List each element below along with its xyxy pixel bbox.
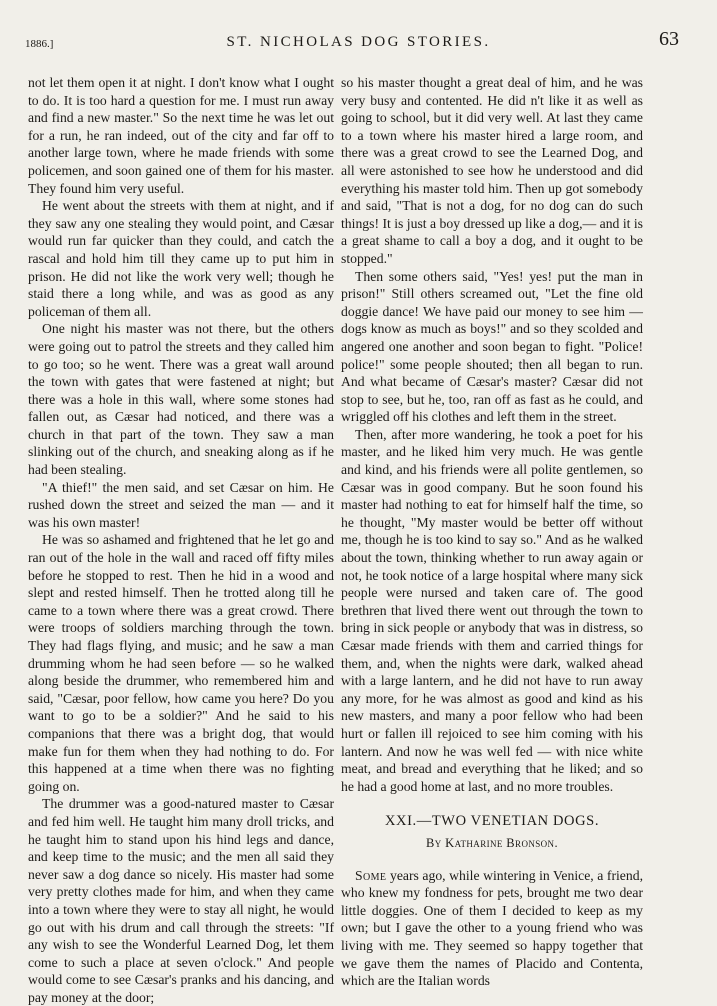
header-year: 1886.] — [25, 38, 54, 50]
paragraph: "A thief!" the men said, and set Cæsar on him. He rushed down the street and seized the man — and it was his own master! — [28, 479, 334, 530]
paragraph: so his master thought a great deal of him, and he was very busy and contented. He did n't like it as well as going to school, but it did very well. At last they came to a town where his master hired a large room, and there was a great crowd to see the Learned Dog, and all were astonished to see how he understood and did everything his master told him. Then up got somebody and said, "That is not a dog, for no dog can do such things! It is just a boy dressed up like a dog,— and it is a great shame to call a boy a dog, and it ought to be stopped." — [341, 75, 643, 266]
paragraph: He went about the streets with them at night, and if they saw any one stealing they would point, and Cæsar would run far quicker than they could, and catch the rascal and hold him till they came up to put him in prison. He did not like the work very well; though he staid there a long while, and was as good as any policeman of them all. — [28, 198, 334, 319]
right-column — [341, 74, 643, 990]
paragraph: The drummer was a good-natured master to Cæsar and fed him well. He taught him many droll tricks, and he taught him to stand upon his hind legs and dance, and keep time to the music; and the men all said they never saw a dog dance so nicely. His master had some very pretty clothes made for him, and when they came into a town where they were to stay all night, he would go out with his drum and call through the streets: "If any wish to see the Wonderful Learned Dog, let them come to such a place at seven o'clock." And people would come to see Cæsar's pranks and his dancing, and pay money at the door; — [28, 796, 334, 1005]
paragraph: He was so ashamed and frightened that he let go and ran out of the hole in the wall and raced off fifty miles before he stopped to rest. Then he hid in a wood and slept and rested himself. Then he trotted along till he came to a town where there was a great crowd. There were troops of soldiers marching through the town. They had flags flying, and music; and he saw a man drumming whom he had seen before — so he walked along beside the drummer, who remembered him and said, "Cæsar, poor fellow, how came you here? Do you want to go to be a soldier?" And he said to his companions that there was a bright dog, that would make fun for them when they had nothing to do. For this happened at a time when there was no fighting going on. — [28, 532, 334, 794]
paragraph: Then, after more wandering, he took a poet for his master, and he liked him very much. He was gentle and kind, and his friends were all polite gentlemen, so Cæsar was in good company. But he soon found his master had nothing to eat for himself half the time, so he thought, "My master would be better off without me, though he is too kind to say so." And as he walked about the town, thinking whether to run away again or not, he took notice of a large hospital where many sick people were nursed and taken care of. The good brethren that lived there went out through the town to bring in sick people or anybody that was in distress, so Cæsar made friends with them and carried things for them, and, when the nights were dark, walked ahead with a large lantern, and he did not have to run away any more, for he was almost as good and kind as his new masters, and many a poor fellow who had been hurt or fallen ill rejoiced to see him coming with his lantern. And now he was well fed — with nice white meat, and bread and everything that he liked; and so he had a good home at last, and no more troubles. — [341, 426, 643, 794]
running-header — [0, 28, 717, 58]
left-column — [28, 74, 334, 1006]
paragraph: not let them open it at night. I don't know what I ought to do. It is too hard a question for me. I must run away and find a new master." So the next time he was let out for a run, he ran indeed, out of the city and far off to another large town, where he made friends with some policemen, and soon gained one of them for his master. They found him very useful. — [28, 75, 334, 196]
lead-text: years ago, while wintering in Venice, a friend, who knew my fondness for pets, brought me two dear little doggies. One of them I decided to keep as my own; but I gave the other to a young friend who was living with me. They seemed so happy together that we gave them the names of Placido and Contenta, which are the Italian words — [341, 867, 643, 989]
paragraph: One night his master was not there, but the others were going out to patrol the streets and they called him to go too; so he went. There was a great wall around the town with gates that were fastened at night; but there was a hole in this wall, where some stones had fallen out, as Cæsar had noticed, and there was a church in that part of the town. They saw a man slinking out of the church, and sneaking along as if he had been stealing. — [28, 321, 334, 478]
header-title: ST. NICHOLAS DOG STORIES. — [226, 34, 491, 50]
lead-word: Some — [355, 867, 387, 883]
section-title: XXI.—TWO VENETIAN DOGS. — [384, 813, 600, 830]
section-opening-paragraph — [341, 867, 643, 990]
paragraph: Then some others said, "Yes! yes! put the man in prison!" Still others screamed out, "Let the fine old doggie dance! We have paid our money to see him — dogs know as much as boys!" and so they scolded and angered one another and soon began to fight. "Police! police!" some people shouted; then all began to run. And what became of Cæsar's master? Cæsar did not stop to see, but he, too, ran off as fast as he could, and wriggled off his clothes and left them in the street. — [341, 268, 643, 425]
byline: By Katharine Bronson. — [426, 835, 558, 850]
page-number: 63 — [659, 28, 679, 50]
